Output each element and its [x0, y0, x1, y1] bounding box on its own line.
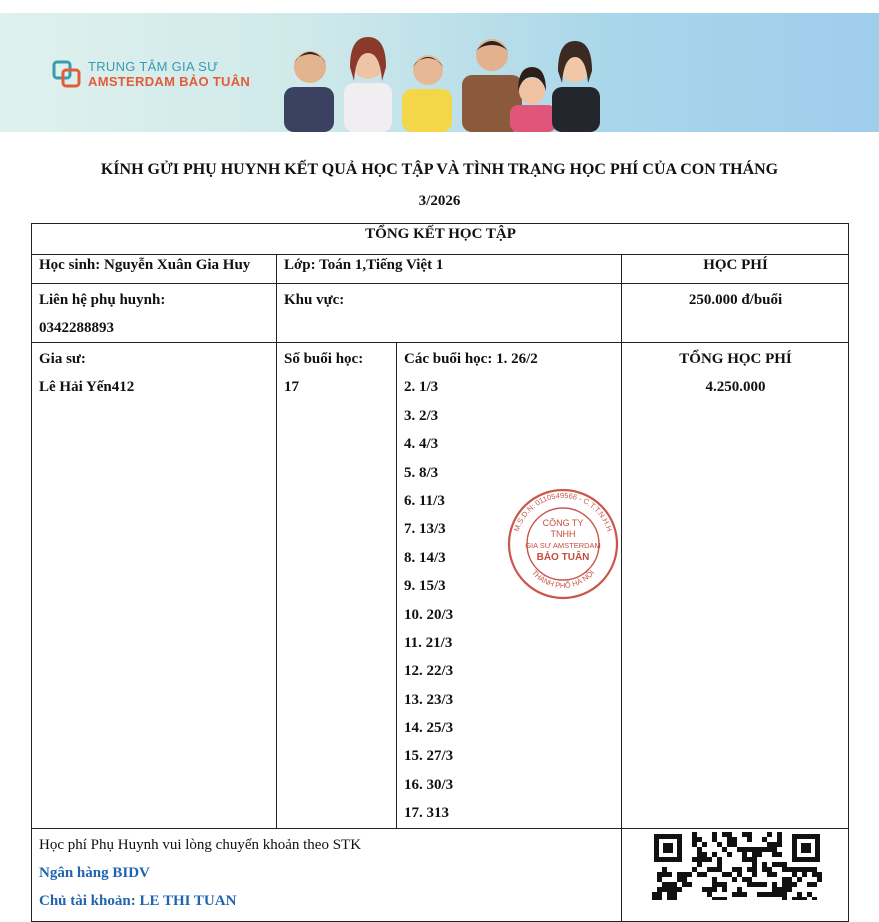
parent-phone: 0342288893	[39, 320, 114, 336]
qr-code-icon	[652, 832, 822, 900]
tutor-label: Gia sư:	[39, 351, 86, 367]
report-title-line-2: 3/2026	[418, 193, 461, 209]
list-item: 12. 22/3	[404, 663, 454, 680]
table-heading: TỔNG KẾT HỌC TẬP	[32, 224, 849, 255]
list-item: 3. 2/3	[404, 407, 439, 424]
bank-name: Ngân hàng BIDV	[39, 865, 150, 882]
list-item: 5. 8/3	[404, 464, 439, 481]
list-item: 6. 11/3	[404, 492, 445, 509]
payment-cell	[32, 828, 622, 921]
parent-contact-cell	[32, 284, 277, 343]
sessions-count-cell	[277, 343, 397, 829]
stamp-bottom-text: THÀNH PHỐ HÀ NỘI	[530, 568, 596, 591]
fee-per-session: 250.000 đ/buổi	[622, 284, 849, 343]
stamp-line-4: BẢO TUÂN	[536, 552, 590, 563]
stamp-line-1: CÔNG TY	[542, 518, 584, 528]
list-item: 8. 14/3	[404, 549, 446, 566]
account-holder: Chủ tài khoản: LE THI TUAN	[39, 893, 237, 910]
sessions-count: 17	[284, 379, 299, 396]
logo-mark-icon	[52, 59, 82, 89]
report-title-line-1: KÍNH GỬI PHỤ HUYNH KẾT QUẢ HỌC TẬP VÀ TÌNH TRẠNG HỌC PHÍ CỦA CON THÁNG	[100, 161, 779, 178]
people-photo	[270, 33, 610, 132]
payment-note: Học phí Phụ Huynh vui lòng chuyển khoản theo STK	[39, 836, 362, 853]
list-item: 13. 23/3	[404, 691, 454, 708]
list-item: 14. 25/3	[404, 720, 454, 737]
list-item: 17. 313	[404, 805, 449, 822]
session-list-label: Các buổi học: 1. 26/2	[404, 351, 538, 367]
logo-line-2: AMSTERDAM BẢO TUÂN	[88, 74, 251, 89]
report-table	[31, 223, 849, 922]
area-label: Khu vực:	[277, 284, 622, 343]
sessions-label: Số buổi học:	[284, 351, 364, 367]
tutor-cell	[32, 343, 277, 829]
list-item: 9. 15/3	[404, 578, 446, 595]
logo-line-1: TRUNG TÂM GIA SƯ	[88, 59, 219, 74]
stamp-line-3: GIA SƯ AMSTERDAM	[525, 541, 601, 550]
total-fee-label: TỔNG HỌC PHÍ	[679, 351, 792, 367]
header-banner	[0, 13, 879, 132]
list-item: 11. 21/3	[404, 634, 453, 651]
stamp-line-2: TNHH	[550, 529, 576, 539]
list-item: 2. 1/3	[404, 379, 439, 396]
tutor-name: Lê Hải Yến412	[39, 379, 135, 396]
total-fee-cell	[622, 343, 849, 829]
list-item: 7. 13/3	[404, 521, 446, 538]
center-logo	[52, 59, 250, 89]
list-item: 15. 27/3	[404, 748, 454, 765]
student-name: Học sinh: Nguyễn Xuân Gia Huy	[32, 255, 277, 284]
fee-label: HỌC PHÍ	[622, 255, 849, 284]
stamp-ring-text: M.S.D.N: 0110549566 - C.T.T.N.H.H	[511, 490, 615, 533]
class-name: Lớp: Toán 1,Tiếng Việt 1	[277, 255, 622, 284]
list-item: 16. 30/3	[404, 776, 454, 793]
total-fee-value: 4.250.000	[705, 379, 766, 396]
company-stamp	[503, 486, 623, 601]
list-item: 4. 4/3	[404, 436, 439, 453]
parent-contact-label: Liên hệ phụ huynh:	[39, 292, 166, 308]
list-item: 10. 20/3	[404, 606, 454, 623]
